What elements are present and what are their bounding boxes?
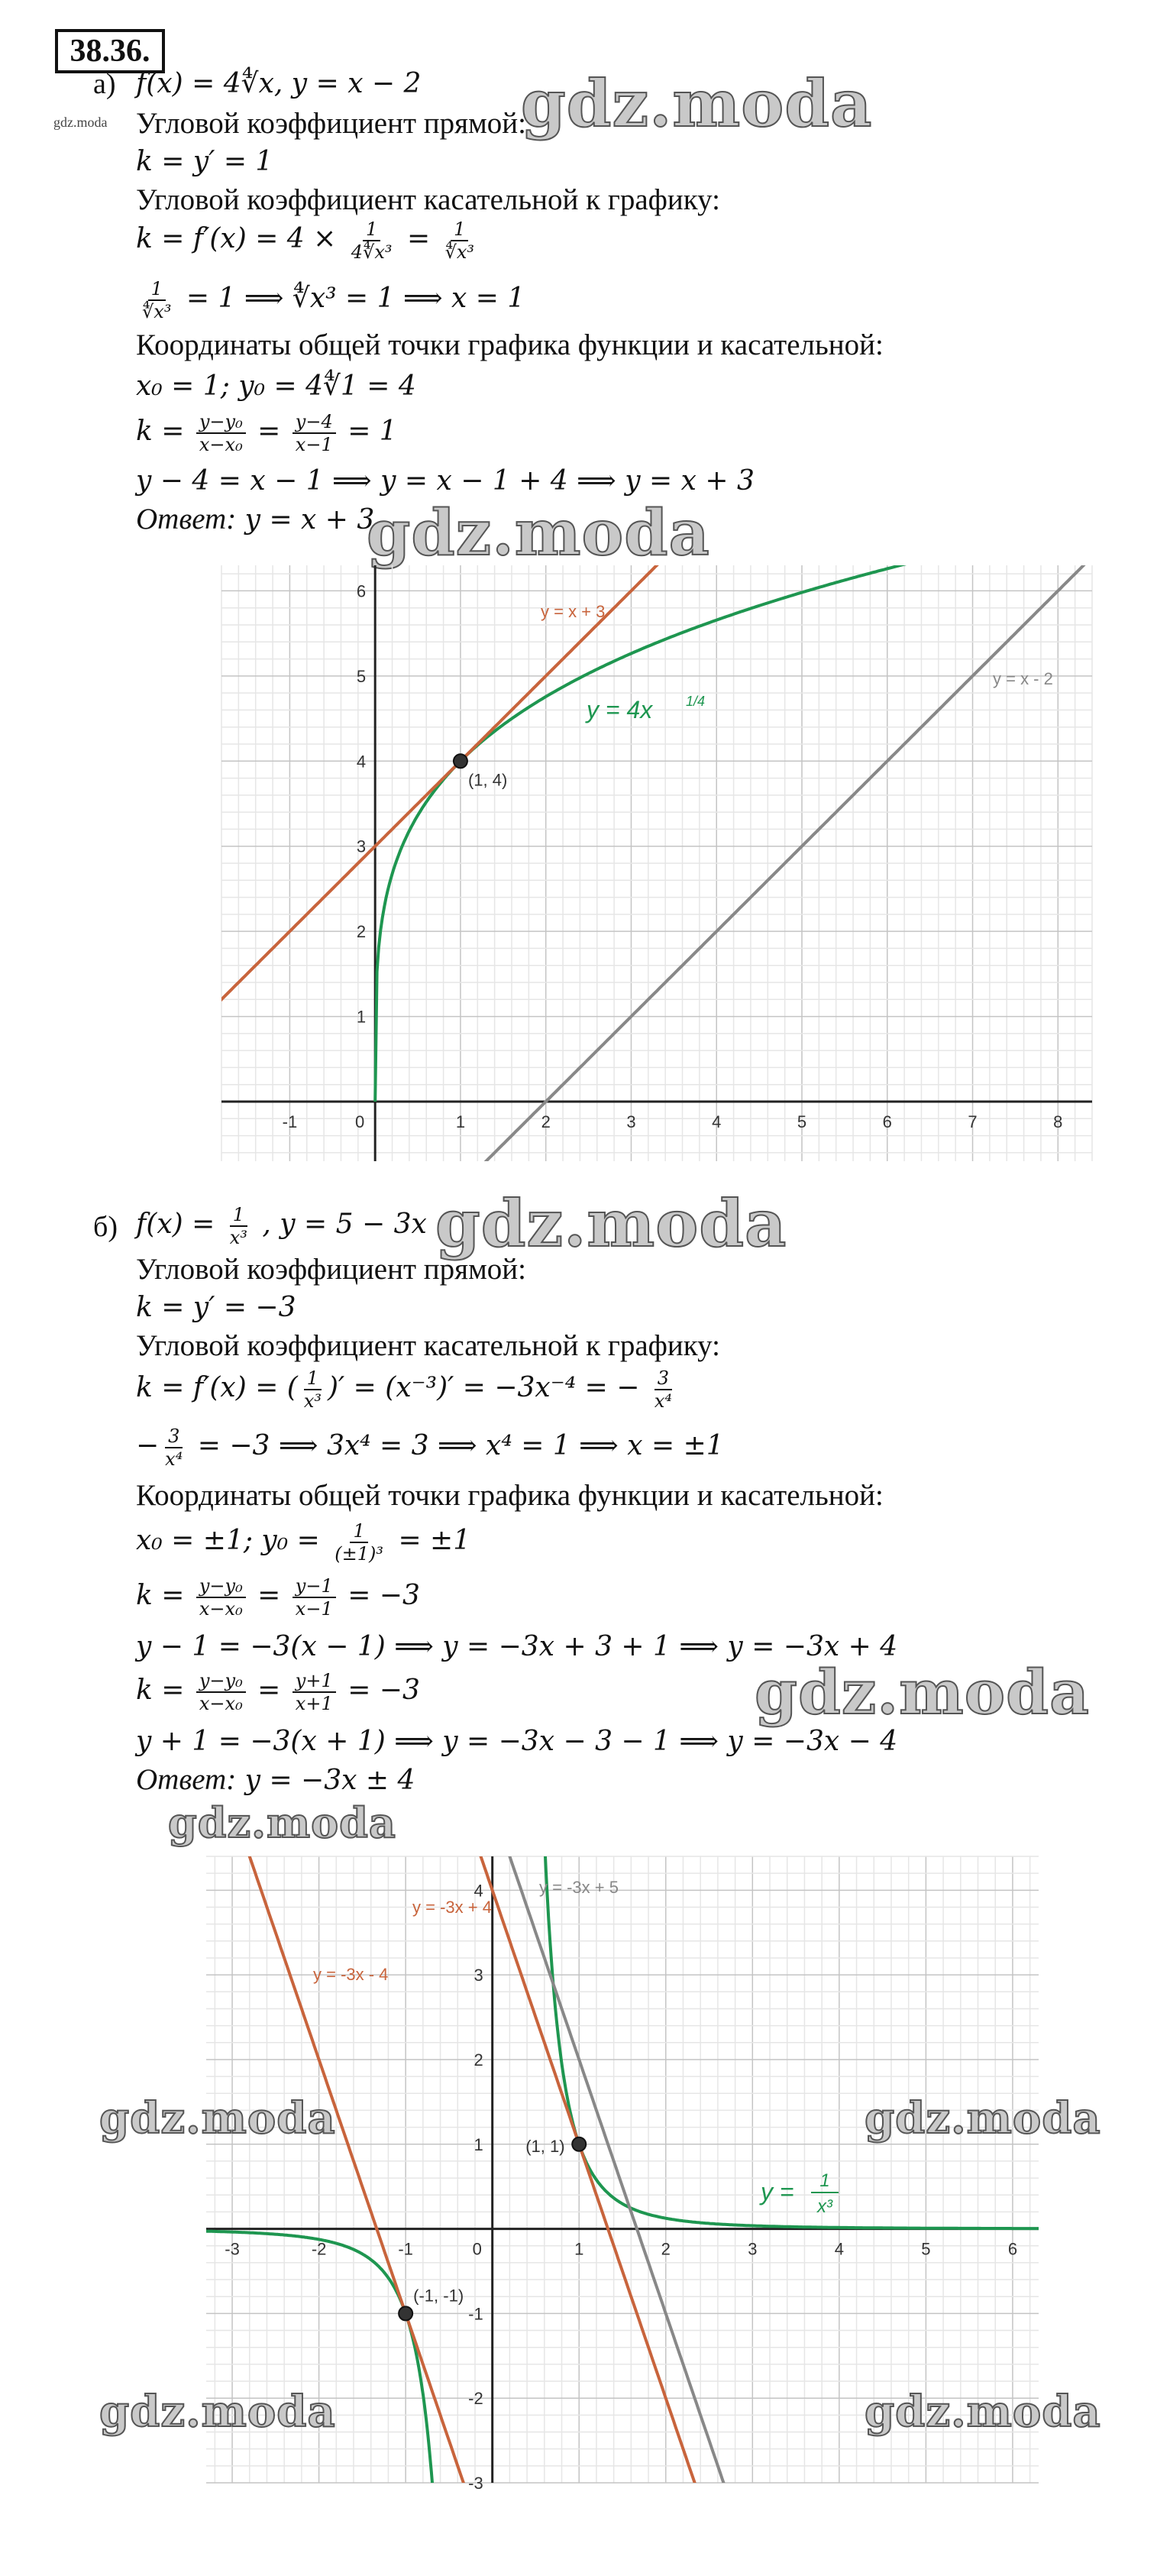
x-tick-label: -1 <box>282 1112 298 1131</box>
y-tick-label: 4 <box>356 752 367 772</box>
x-tick-label: -1 <box>398 2239 413 2259</box>
point-label: (-1, -1) <box>413 2286 464 2306</box>
x-tick-label: 6 <box>1007 2239 1018 2259</box>
watermark-5: gdz.moda <box>168 1798 396 1847</box>
point-label: (1, 4) <box>467 770 508 790</box>
point-label: (1, 1) <box>525 2136 565 2156</box>
part-b-frac-c: $\frac{3}{\text{x⁴}}$ <box>165 1426 183 1470</box>
x-tick-label: 7 <box>968 1112 978 1131</box>
part-a-line-3: Угловой коэффициент касательной к графику: <box>136 183 720 216</box>
y-tick-label: 6 <box>356 581 367 601</box>
watermark-6: gdz.moda <box>99 2093 336 2144</box>
series-label: y = <box>761 2178 794 2205</box>
watermark-8: gdz.moda <box>99 2387 336 2437</box>
y-tick-label: 2 <box>473 2050 483 2070</box>
part-b-line-9: y − 1 = −3(x − 1) ⟹ y = −3x + 3 + 1 ⟹ y = −3x + 4 <box>136 1631 898 1662</box>
y-tick-label: 3 <box>356 837 367 856</box>
part-b-line-8: k = $\frac{\text{y−y₀}}{\text{x−x₀}}$ = $\frac{y-1}{x-1}$ = −3 <box>136 1575 420 1620</box>
y-tick-label: -3 <box>468 2474 483 2493</box>
part-a-frac-4: $\frac{\text{y−y₀}}{\text{x−x₀}}$ <box>196 411 246 455</box>
part-b-label: б) <box>93 1211 118 1243</box>
intersection-point <box>399 2306 412 2320</box>
part-a-line-1: Угловой коэффициент прямой: <box>136 107 526 140</box>
part-b-statement: f(x) = $\frac{1}{\text{x³}}$ , y = 5 − 3x <box>136 1204 427 1248</box>
watermark-2: gdz.moda <box>367 497 710 570</box>
part-b-frac-e: $\frac{\text{y−y₀}}{\text{x−x₀}}$ <box>196 1575 246 1620</box>
chart-a <box>221 565 1092 1161</box>
part-a-line-2: k = y′ = 1 <box>136 146 273 177</box>
part-b-frac-b: $\frac{3}{\text{x⁴}}$ <box>654 1367 672 1412</box>
part-b-frac-g: $\frac{\text{y−y₀}}{\text{x−x₀}}$ <box>196 1670 246 1714</box>
part-a-line-7: x₀ = 1; y₀ = 4∜1 = 4 <box>136 371 416 402</box>
part-b-line-7: x₀ = ±1; y₀ = $\frac{1}{\text{(±1)³}}$ = ±1 <box>136 1520 471 1565</box>
part-a-line-4: k = f′(x) = 4 × $\frac{1}{\text{4∜x³}}$ = $\frac{1}{\text{∜x³}}$ <box>136 218 480 263</box>
x-tick-label: 1 <box>574 2239 584 2259</box>
series-label-frac-den: x³ <box>817 2196 832 2217</box>
part-a-frac-1: $\frac{1}{\text{4∜x³}}$ <box>351 218 393 263</box>
part-a-line-9: y − 4 = x − 1 ⟹ y = x − 1 + 4 ⟹ y = x + 3 <box>136 465 755 497</box>
part-b-answer: Ответ: y = −3x ± 4 <box>136 1763 415 1796</box>
x-tick-label: 2 <box>661 2239 671 2259</box>
part-b-line-5: − $\frac{3}{\text{x⁴}}$ = −3 ⟹ 3x⁴ = 3 ⟹ x⁴ = 1 ⟹ x = ±1 <box>136 1426 724 1470</box>
series-label-frac-num: 1 <box>819 2170 830 2191</box>
x-tick-label: 5 <box>921 2239 931 2259</box>
x-tick-label: 3 <box>626 1112 636 1131</box>
part-a-line-5: $\frac{1}{\text{∜x³}}$ = 1 ⟹ ∜x³ = 1 ⟹ x = 1 <box>136 278 525 322</box>
y-tick-label: 3 <box>473 1966 483 1985</box>
series-label: y = -3x + 5 <box>539 1878 619 1897</box>
series-label: y = x + 3 <box>541 602 606 621</box>
part-a-line-6: Координаты общей точки графика функции и касательной: <box>136 328 884 361</box>
part-b-frac-f: $\frac{y-1}{x-1}$ <box>292 1575 336 1620</box>
y-tick-label: 4 <box>473 1881 483 1901</box>
part-b-frac-a: $\frac{1}{\text{x³}}$ <box>303 1367 322 1412</box>
y-tick-label: 5 <box>356 666 367 686</box>
part-a-statement: f(x) = 4∜x, y = x − 2 <box>136 68 422 99</box>
part-a-label: а) <box>93 68 116 100</box>
part-b-line-6: Координаты общей точки графика функции и касательной: <box>136 1479 884 1512</box>
series-label: y = 4x <box>587 696 653 723</box>
y-tick-label: 1 <box>473 2134 483 2154</box>
x-tick-label: 8 <box>1053 1112 1063 1131</box>
x-tick-label: 4 <box>712 1112 722 1131</box>
watermark-7: gdz.moda <box>865 2093 1101 2144</box>
x-tick-label: 5 <box>797 1112 807 1131</box>
problem-number: 38.36. <box>55 29 165 73</box>
part-b-frac-d: $\frac{1}{\text{(±1)³}}$ <box>335 1520 383 1565</box>
part-b-line-1: Угловой коэффициент прямой: <box>136 1253 526 1286</box>
x-tick-label: -2 <box>311 2239 327 2259</box>
part-a-answer: Ответ: y = x + 3 <box>136 503 375 536</box>
x-tick-label: 3 <box>748 2239 758 2259</box>
part-a-frac-5: $\frac{y-4}{x-1}$ <box>292 411 336 455</box>
part-b-frac-h: $\frac{y+1}{x+1}$ <box>292 1670 336 1714</box>
intersection-point <box>572 2137 586 2151</box>
y-tick-label: -2 <box>468 2389 483 2409</box>
watermark-4: gdz.moda <box>755 1656 1090 1728</box>
part-b-line-2: k = y′ = −3 <box>136 1292 296 1323</box>
x-tick-label: 6 <box>882 1112 892 1131</box>
watermark-3: gdz.moda <box>435 1186 787 1261</box>
part-a-frac-3: $\frac{1}{\text{∜x³}}$ <box>142 278 172 322</box>
y-tick-label: -1 <box>468 2304 483 2324</box>
watermark-small: gdz.moda <box>53 115 108 130</box>
part-b-line-11: y + 1 = −3(x + 1) ⟹ y = −3x − 3 − 1 ⟹ y = −3x − 4 <box>136 1726 898 1757</box>
x-tick-label: -3 <box>225 2239 240 2259</box>
part-b-line-4: k = f′(x) = ( $\frac{1}{\text{x³}}$ )′ = (x⁻³)′ = −3x⁻⁴ = − $\frac{3}{\text{x⁴}}$ <box>136 1367 678 1412</box>
part-a-line-8: k = $\frac{\text{y−y₀}}{\text{x−x₀}}$ = $\frac{y-4}{x-1}$ = 1 <box>136 411 397 455</box>
x-tick-label: 0 <box>355 1112 365 1131</box>
watermark-1: gdz.moda <box>521 66 873 141</box>
part-b-statement-frac: $\frac{1}{\text{x³}}$ <box>229 1204 247 1248</box>
series-label: y = x - 2 <box>993 669 1053 688</box>
part-b-line-10: k = $\frac{\text{y−y₀}}{\text{x−x₀}}$ = $\frac{y+1}{x+1}$ = −3 <box>136 1670 420 1714</box>
x-tick-label: 1 <box>455 1112 466 1131</box>
y-tick-label: 2 <box>356 922 367 942</box>
series-label-exponent: 1/4 <box>686 694 706 709</box>
x-tick-label: 0 <box>472 2239 482 2259</box>
watermark-9: gdz.moda <box>865 2387 1101 2437</box>
part-a-frac-2: $\frac{1}{\text{∜x³}}$ <box>444 218 475 263</box>
x-tick-label: 2 <box>541 1112 551 1131</box>
y-tick-label: 1 <box>356 1007 367 1027</box>
x-tick-label: 4 <box>834 2239 844 2259</box>
part-b-line-3: Угловой коэффициент касательной к графику: <box>136 1329 720 1362</box>
part-a-derivative-text: k = f′(x) = 4 × <box>136 223 337 254</box>
series-label: y = -3x + 4 <box>412 1898 492 1917</box>
intersection-point <box>454 754 467 768</box>
series-label: y = -3x - 4 <box>313 1965 389 1984</box>
